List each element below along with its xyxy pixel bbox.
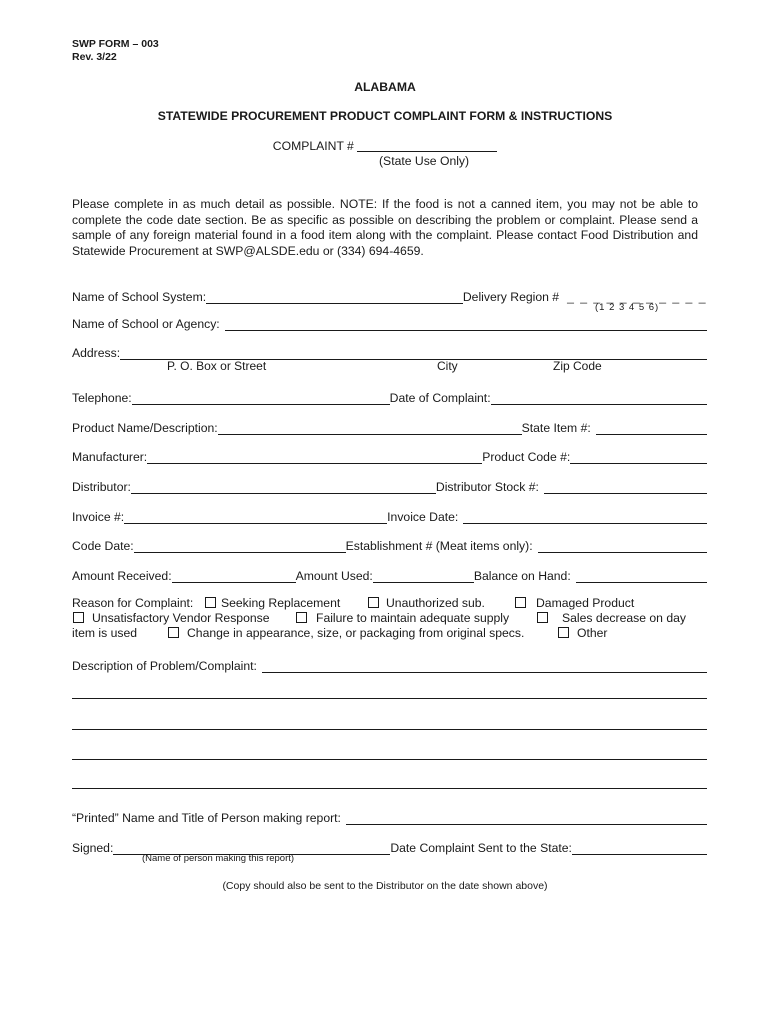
form-revision: Rev. 3/22 — [72, 51, 117, 63]
product-code-field[interactable] — [570, 450, 707, 464]
product-name-row — [72, 417, 707, 435]
code-date-label: Code Date: — [72, 539, 134, 553]
product-name-label: Product Name/Description: — [72, 421, 218, 435]
description-line-4[interactable] — [72, 759, 707, 760]
po-box-caption: P. O. Box or Street — [167, 359, 267, 373]
signed-label: Signed: — [72, 841, 114, 855]
reason-other[interactable]: Other — [558, 626, 607, 640]
checkbox[interactable] — [558, 627, 569, 638]
school-system-field[interactable] — [206, 290, 463, 304]
reason-damaged-product[interactable]: Damaged Product — [515, 596, 634, 610]
zip-caption: Zip Code — [553, 359, 602, 373]
reason-row-1 — [72, 596, 712, 610]
manufacturer-label: Manufacturer: — [72, 450, 148, 464]
state-title: ALABAMA — [354, 80, 416, 94]
invoice-number-field[interactable] — [124, 510, 387, 524]
checkbox[interactable] — [296, 612, 307, 623]
checkbox[interactable] — [205, 597, 216, 608]
description-label: Description of Problem/Complaint: — [72, 659, 257, 673]
address-row — [72, 342, 707, 360]
amount-used-label: Amount Used: — [295, 569, 373, 583]
distributor-stock-field[interactable] — [544, 480, 707, 494]
reason-unauthorized-sub[interactable]: Unauthorized sub. — [368, 596, 485, 610]
date-sent-label: Date Complaint Sent to the State: — [390, 841, 572, 855]
establishment-field[interactable] — [538, 539, 707, 553]
state-item-label: State Item #: — [521, 421, 591, 435]
amounts-row — [72, 565, 707, 583]
complaint-number-row — [0, 139, 770, 153]
printed-name-field[interactable] — [346, 811, 707, 825]
state-item-field[interactable] — [596, 421, 707, 435]
region-numbers: (1 2 3 4 5 6) — [595, 302, 660, 313]
school-agency-label: Name of School or Agency: — [72, 317, 220, 331]
description-line-5[interactable] — [72, 788, 707, 789]
invoice-date-field[interactable] — [463, 510, 707, 524]
name-note: (Name of person making this report) — [142, 853, 295, 864]
complaint-number-field[interactable] — [357, 139, 497, 152]
date-of-complaint-label: Date of Complaint: — [389, 391, 491, 405]
amount-received-field[interactable] — [172, 569, 296, 583]
form-header — [72, 38, 159, 64]
address-label: Address: — [72, 346, 121, 360]
form-id: SWP FORM – 003 — [72, 38, 159, 50]
form-title: STATEWIDE PROCUREMENT PRODUCT COMPLAINT FORM & INSTRUCTIONS — [157, 109, 613, 123]
telephone-row — [72, 387, 707, 405]
invoice-number-label: Invoice #: — [72, 510, 125, 524]
balance-on-hand-label: Balance on Hand: — [473, 569, 571, 583]
establishment-label: Establishment # (Meat items only): — [345, 539, 533, 553]
code-date-row — [72, 535, 707, 553]
manufacturer-row — [72, 446, 707, 464]
description-line-2[interactable] — [72, 698, 707, 699]
checkbox[interactable] — [537, 612, 548, 623]
balance-on-hand-field[interactable] — [576, 569, 707, 583]
instructions-paragraph: Please complete in as much detail as possible. NOTE: If the food is not a canned item, you may not be able to complete the code date section. Be as specific as possible on describing the problem or complaint. Please send a sample of any foreign material found in a food item along with the complaint. Please contact Food Distribution and Statewide Procurement at SWP@ALSDE.edu or (334) 694-4659. — [72, 197, 698, 258]
printed-name-row — [72, 807, 707, 825]
description-line-3[interactable] — [72, 729, 707, 730]
description-row — [72, 655, 707, 673]
complaint-number-label: COMPLAINT # — [272, 139, 354, 153]
delivery-region-label: Delivery Region # — [462, 290, 560, 304]
product-code-label: Product Code #: — [482, 450, 571, 464]
reason-label: Reason for Complaint: — [72, 596, 194, 610]
delivery-region-field[interactable]: _ _ _ _ _ _ _ _ _ _ _ — [567, 290, 707, 304]
copy-note: (Copy should also be sent to the Distributor on the date shown above) — [222, 880, 548, 892]
reason-sales-decrease[interactable]: Sales decrease on day — [537, 611, 686, 625]
product-name-field[interactable] — [218, 421, 522, 435]
printed-name-label: “Printed” Name and Title of Person making report: — [72, 811, 341, 825]
reason-change-appearance[interactable]: Change in appearance, size, or packaging from original specs. — [168, 626, 524, 640]
checkbox[interactable] — [168, 627, 179, 638]
checkbox[interactable] — [368, 597, 379, 608]
address-field[interactable] — [120, 346, 707, 360]
date-sent-field[interactable] — [572, 841, 707, 855]
reason-failure-supply[interactable]: Failure to maintain adequate supply — [296, 611, 509, 625]
reason-seeking-replacement[interactable]: Seeking Replacement — [205, 596, 340, 610]
state-use-note: (State Use Only) — [379, 154, 470, 168]
reason-row-3 — [72, 626, 712, 640]
code-date-field[interactable] — [134, 539, 346, 553]
school-agency-field[interactable] — [225, 317, 707, 331]
school-system-label: Name of School System: — [72, 290, 207, 304]
invoice-row — [72, 506, 707, 524]
manufacturer-field[interactable] — [147, 450, 482, 464]
date-of-complaint-field[interactable] — [491, 391, 707, 405]
invoice-date-label: Invoice Date: — [387, 510, 459, 524]
checkbox[interactable] — [73, 612, 84, 623]
school-agency-row — [72, 313, 707, 331]
distributor-row — [72, 476, 707, 494]
reason-unsatisfactory-vendor[interactable]: Unsatisfactory Vendor Response — [73, 611, 270, 625]
description-field[interactable] — [262, 659, 707, 673]
checkbox[interactable] — [515, 597, 526, 608]
distributor-label: Distributor: — [72, 480, 131, 494]
city-caption: City — [437, 359, 458, 373]
telephone-label: Telephone: — [72, 391, 132, 405]
amount-received-label: Amount Received: — [72, 569, 172, 583]
reason-continuation: item is used — [72, 626, 138, 640]
distributor-stock-label: Distributor Stock #: — [435, 480, 539, 494]
telephone-field[interactable] — [132, 391, 390, 405]
amount-used-field[interactable] — [373, 569, 474, 583]
distributor-field[interactable] — [131, 480, 436, 494]
